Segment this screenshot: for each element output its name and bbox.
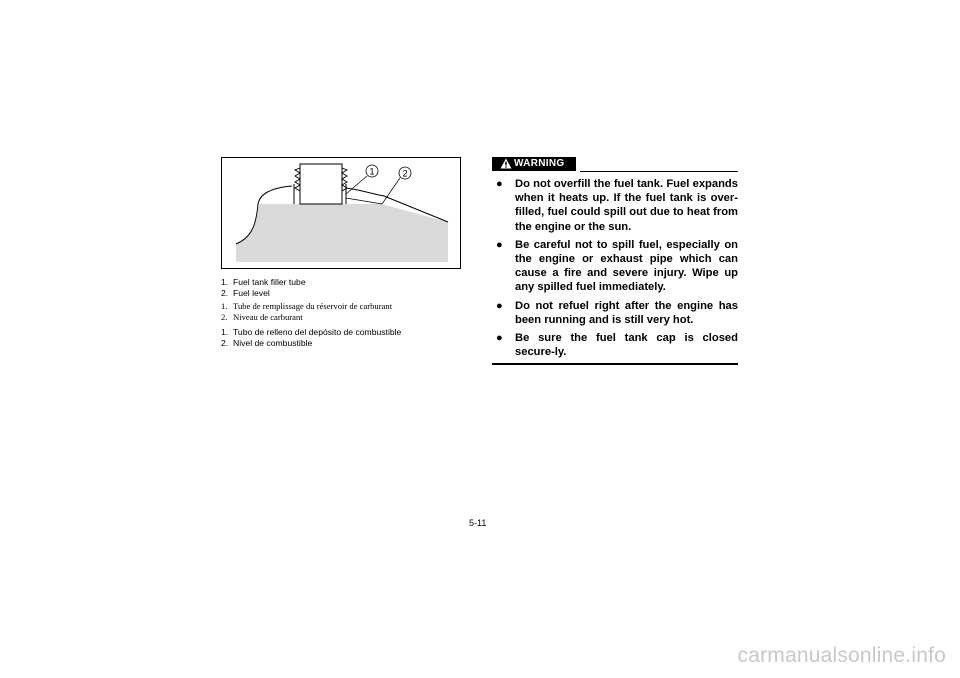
legend-number: 1. [221, 277, 229, 287]
warning-item [492, 299, 738, 327]
legend-number: 2. [221, 287, 229, 298]
legend-text: Tubo de relleno del depósito de combustible [233, 327, 402, 337]
warning-triangle-icon [500, 158, 512, 169]
bullet-icon: ● [496, 238, 503, 251]
bullet-icon: ● [496, 332, 503, 345]
leader-line-2 [382, 178, 400, 204]
page-number: 5-11 [469, 518, 487, 528]
legend-english [221, 277, 306, 298]
warning-bottom-rule [492, 363, 738, 365]
warning-box [492, 157, 738, 365]
legend-text: Tube de remplissage du réservoir de carburant [233, 301, 393, 311]
warning-item [492, 177, 738, 234]
legend-number: 1. [221, 327, 229, 337]
warning-item-text: Be sure the fuel tank cap is closed secure-ly. [515, 332, 738, 359]
legend-number: 2. [221, 311, 228, 322]
legend-item [221, 338, 401, 349]
warning-item-text: Do not refuel right after the engine has been running and is still very hot. [515, 299, 738, 326]
legend-text: Niveau de carburant [233, 311, 303, 322]
legend-number: 2. [221, 337, 229, 348]
legend-text: Fuel tank filler tube [233, 277, 306, 287]
legend-item [221, 312, 392, 323]
warning-title: WARNING [514, 158, 565, 169]
cap-thread-left [295, 168, 300, 191]
bullet-icon: ● [496, 299, 503, 312]
warning-item-text: Do not overfill the fuel tank. Fuel expands when it heats up. If the fuel tank is over-filled, fuel could spill out due to heat from the engine or the sun. [515, 178, 738, 233]
callout-label-2: 2 [402, 168, 408, 179]
bullet-icon: ● [496, 178, 503, 190]
cap-thread-right [342, 168, 347, 191]
legend-item [221, 327, 401, 338]
callout-label-1: 1 [369, 166, 375, 177]
warning-item [492, 238, 738, 295]
fuel-tank-diagram [222, 158, 461, 269]
warning-item-text: Be careful not to spill fuel, especially on the engine or exhaust pipe which can cause a fire and severe injury. Wipe up any spilled fuel immediately. [515, 238, 738, 294]
legend-text: Nivel de combustible [233, 337, 313, 348]
filler-cap [300, 164, 342, 204]
legend-item [221, 277, 306, 288]
warning-list [492, 177, 738, 359]
fuel-level-line [346, 198, 382, 204]
warning-item [492, 331, 738, 359]
warning-header-rule [580, 171, 738, 172]
warning-badge [492, 157, 576, 171]
legend-item [221, 288, 306, 299]
fuel-area [236, 204, 448, 262]
fuel-tank-illustration [221, 157, 461, 269]
legend-spanish [221, 327, 401, 348]
legend-number: 1. [221, 301, 228, 311]
legend-item [221, 301, 392, 312]
warning-header [492, 157, 738, 173]
legend-text: Fuel level [233, 287, 270, 298]
watermark-text: carmanualsonline.info [737, 644, 946, 667]
legend-french [221, 301, 392, 322]
